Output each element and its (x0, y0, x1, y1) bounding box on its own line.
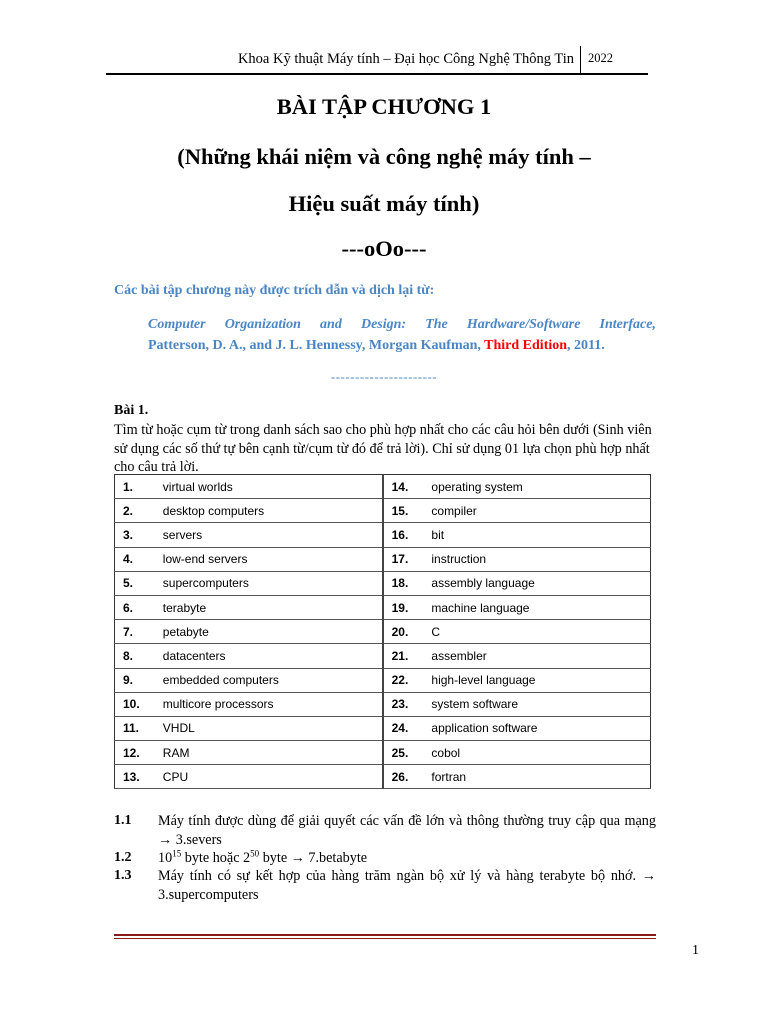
header-year: 2022 (588, 51, 613, 65)
term-label: CPU (163, 765, 383, 789)
page-title-line3: Hiệu suất máy tính) (288, 191, 480, 216)
book-title-word: Computer (148, 317, 206, 332)
term-number: 14. (383, 475, 432, 499)
question-number: 1.3 (114, 868, 132, 883)
term-number: 9. (115, 668, 163, 692)
table-row (115, 668, 651, 692)
q2-exponent: 50 (250, 848, 260, 859)
book-citation (148, 314, 656, 356)
term-number: 3. (115, 523, 163, 547)
term-number: 13. (115, 765, 163, 789)
term-number: 1. (115, 475, 163, 499)
page-title-ornament: ---oOo--- (341, 236, 427, 261)
term-label: supercomputers (163, 571, 383, 595)
table-row (115, 499, 651, 523)
section-separator: ---------------------- (330, 369, 438, 384)
table-row (115, 595, 651, 619)
book-title-word: Interface, (599, 317, 656, 332)
term-number: 19. (383, 595, 432, 619)
book-title-word: Design: (360, 317, 407, 332)
term-label: datacenters (163, 644, 383, 668)
term-number: 2. (115, 499, 163, 523)
book-edition: Third Edition (484, 338, 568, 353)
header-rule (106, 73, 648, 75)
term-label: RAM (163, 741, 383, 765)
book-title-word: Hardware/Software (466, 317, 581, 332)
table-row (115, 547, 651, 571)
page-title-line1: BÀI TẬP CHƯƠNG 1 (276, 94, 492, 119)
book-year: , 2011. (567, 338, 605, 353)
term-number: 21. (383, 644, 432, 668)
table-row (115, 475, 651, 499)
table-row (115, 692, 651, 716)
term-number: 20. (383, 620, 432, 644)
q2-middle: byte hoặc 2 (181, 850, 251, 866)
header-divider (580, 46, 581, 74)
term-label: high-level language (431, 668, 650, 692)
footer-rule (114, 934, 656, 936)
question-number: 1.2 (114, 850, 132, 865)
term-label: bit (431, 523, 650, 547)
term-number: 5. (115, 571, 163, 595)
term-label: multicore processors (163, 692, 383, 716)
term-number: 15. (383, 499, 432, 523)
term-number: 26. (383, 765, 432, 789)
term-label: embedded computers (163, 668, 383, 692)
term-number: 16. (383, 523, 432, 547)
question-number: 1.1 (114, 813, 132, 828)
terms-table (114, 474, 651, 789)
term-number: 7. (115, 620, 163, 644)
table-row (115, 644, 651, 668)
q2-answer: byte → 7.betabyte (259, 850, 368, 866)
term-label: application software (431, 716, 650, 740)
exercise-title: Bài 1. (114, 403, 149, 418)
term-label: cobol (431, 741, 650, 765)
source-intro: Các bài tập chương này được trích dẫn và dịch lại từ: (114, 283, 435, 298)
question-text: Máy tính có sự kết hợp của hàng trăm ngàn bộ xử lý và hàng terabyte bộ nhớ. → 3.supercomputers (158, 868, 656, 903)
term-label: terabyte (163, 595, 383, 619)
term-label: assembler (431, 644, 650, 668)
table-row (115, 765, 651, 789)
page-title-line2: (Những khái niệm và công nghệ máy tính – (177, 144, 591, 169)
question-text (158, 849, 656, 868)
term-label: fortran (431, 765, 650, 789)
term-number: 17. (383, 547, 432, 571)
header-text: Khoa Kỹ thuật Máy tính – Đại học Công Nghệ Thông Tin (237, 51, 574, 67)
table-row (115, 620, 651, 644)
book-title-word: and (320, 317, 342, 332)
term-number: 22. (383, 668, 432, 692)
term-number: 8. (115, 644, 163, 668)
term-label: machine language (431, 595, 650, 619)
book-title-word: Organization (224, 317, 301, 332)
q2-base: 10 (158, 850, 173, 866)
term-label: system software (431, 692, 650, 716)
exercise-instructions: Tìm từ hoặc cụm từ trong danh sách sao cho phù hợp nhất cho các câu hỏi bên dưới (Sinh viên sử dụng các số thứ tự bên cạnh từ/cụm từ đó để trả lời). Chỉ sử dụng 01 lựa chọn phù hợp nhất cho câu trả lời. (114, 422, 652, 475)
term-label: desktop computers (163, 499, 383, 523)
table-row (115, 716, 651, 740)
table-row (115, 741, 651, 765)
term-number: 12. (115, 741, 163, 765)
footer-rule (114, 938, 656, 939)
term-number: 18. (383, 571, 432, 595)
term-label: VHDL (163, 716, 383, 740)
table-row (115, 571, 651, 595)
book-authors-line (148, 335, 656, 356)
term-number: 10. (115, 692, 163, 716)
term-label: petabyte (163, 620, 383, 644)
term-label: compiler (431, 499, 650, 523)
term-number: 6. (115, 595, 163, 619)
q2-exponent: 15 (172, 848, 182, 859)
term-number: 11. (115, 716, 163, 740)
term-label: low-end servers (163, 547, 383, 571)
term-label: servers (163, 523, 383, 547)
term-label: operating system (431, 475, 650, 499)
question-text: Máy tính được dùng để giải quyết các vấn đề lớn và thông thường truy cập qua mạng → 3.severs (158, 813, 656, 848)
term-label: C (431, 620, 650, 644)
term-label: virtual worlds (163, 475, 383, 499)
term-number: 23. (383, 692, 432, 716)
term-number: 4. (115, 547, 163, 571)
book-title-word: The (425, 317, 448, 332)
term-number: 24. (383, 716, 432, 740)
term-label: instruction (431, 547, 650, 571)
table-row (115, 523, 651, 547)
term-number: 25. (383, 741, 432, 765)
term-label: assembly language (431, 571, 650, 595)
page-number: 1 (692, 943, 699, 958)
book-authors: Patterson, D. A., and J. L. Hennessy, Morgan Kaufman, (148, 338, 485, 353)
book-title (148, 314, 656, 335)
